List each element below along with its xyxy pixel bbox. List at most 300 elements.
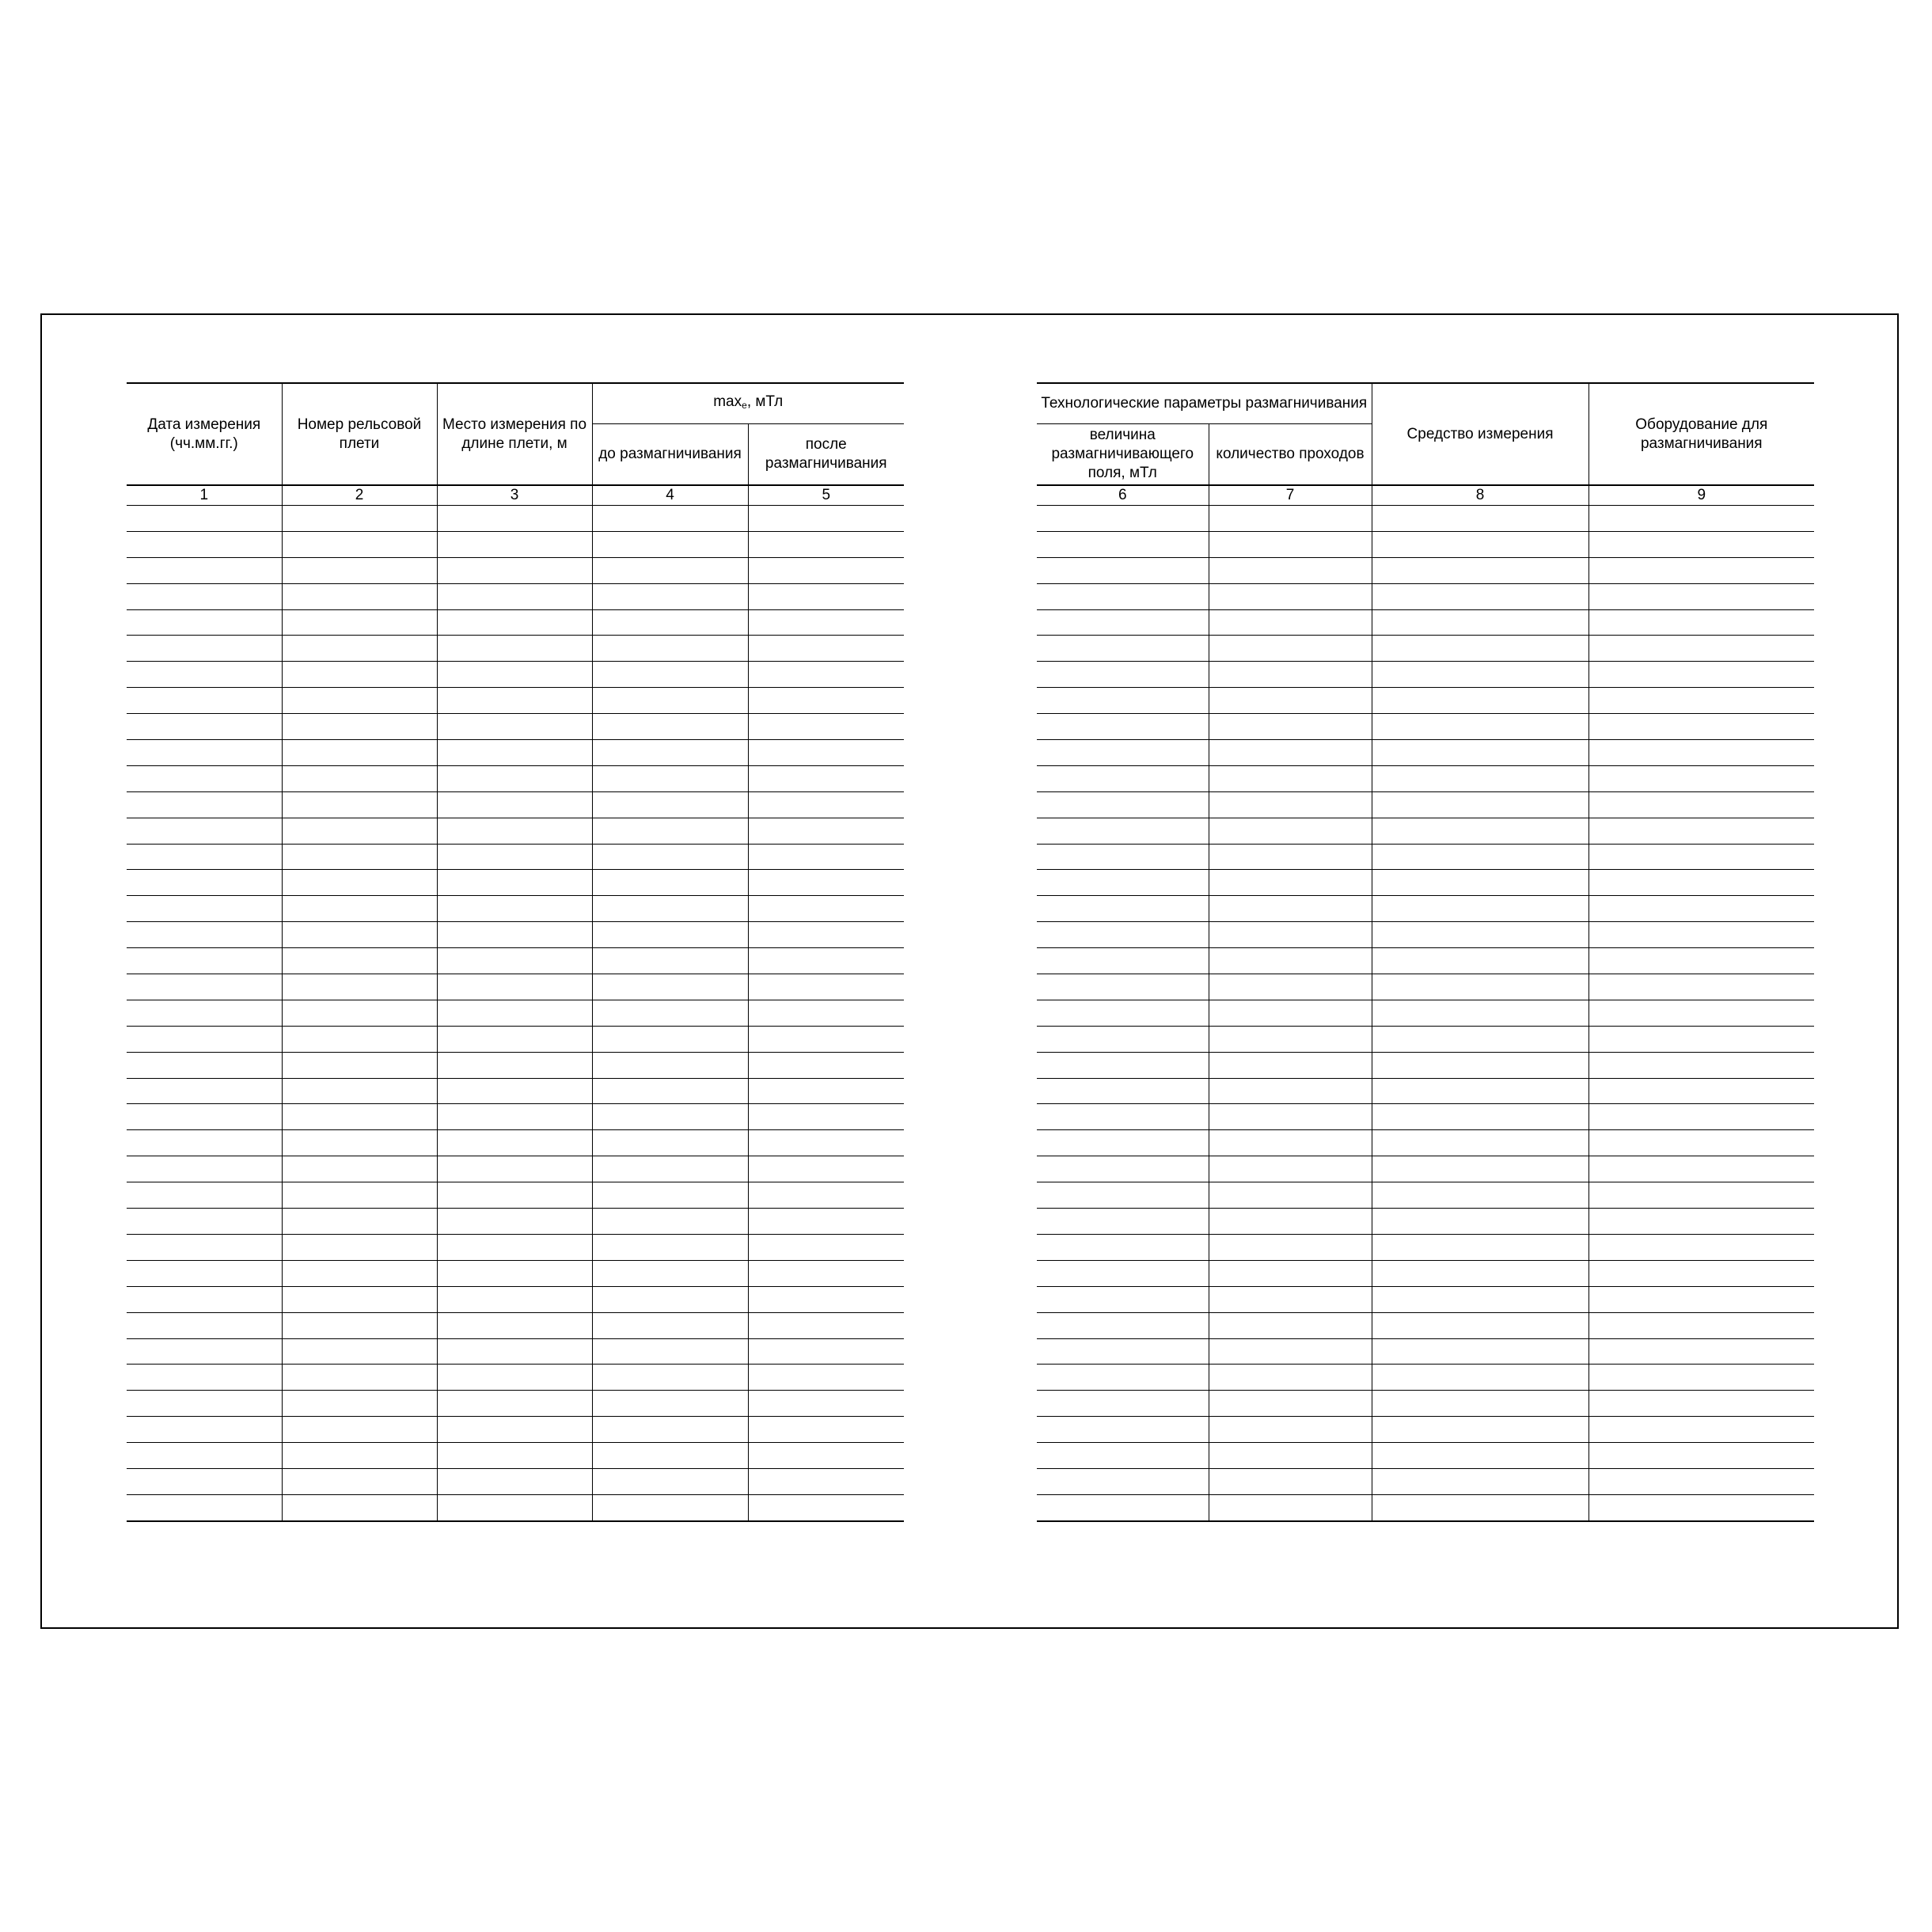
entry-cell[interactable] — [127, 506, 282, 532]
entry-cell[interactable] — [748, 714, 904, 740]
entry-cell[interactable] — [127, 974, 282, 1000]
entry-cell[interactable] — [1037, 818, 1209, 844]
entry-cell[interactable] — [1037, 583, 1209, 609]
entry-cell[interactable] — [1209, 1156, 1372, 1182]
entry-cell[interactable] — [1372, 1130, 1588, 1156]
entry-cell[interactable] — [748, 1417, 904, 1443]
entry-cell[interactable] — [1372, 844, 1588, 870]
entry-cell[interactable] — [437, 1078, 592, 1104]
entry-cell[interactable] — [1588, 765, 1814, 791]
entry-cell[interactable] — [748, 636, 904, 662]
entry-cell[interactable] — [592, 506, 748, 532]
entry-cell[interactable] — [1372, 1365, 1588, 1391]
entry-cell[interactable] — [127, 922, 282, 948]
entry-cell[interactable] — [1037, 1286, 1209, 1312]
entry-cell[interactable] — [437, 506, 592, 532]
entry-cell[interactable] — [1372, 791, 1588, 818]
entry-cell[interactable] — [1037, 1130, 1209, 1156]
entry-cell[interactable] — [1209, 896, 1372, 922]
entry-cell[interactable] — [592, 922, 748, 948]
entry-cell[interactable] — [1037, 1104, 1209, 1130]
entry-cell[interactable] — [127, 1052, 282, 1078]
entry-cell[interactable] — [1588, 1156, 1814, 1182]
entry-cell[interactable] — [282, 974, 437, 1000]
entry-cell[interactable] — [748, 1026, 904, 1052]
entry-cell[interactable] — [437, 583, 592, 609]
entry-cell[interactable] — [282, 1365, 437, 1391]
entry-cell[interactable] — [1588, 1026, 1814, 1052]
entry-cell[interactable] — [1372, 688, 1588, 714]
entry-cell[interactable] — [1588, 948, 1814, 974]
entry-cell[interactable] — [592, 1365, 748, 1391]
entry-cell[interactable] — [437, 1182, 592, 1209]
entry-cell[interactable] — [282, 1443, 437, 1469]
entry-cell[interactable] — [437, 1338, 592, 1365]
entry-cell[interactable] — [127, 740, 282, 766]
entry-cell[interactable] — [282, 1104, 437, 1130]
entry-cell[interactable] — [748, 1260, 904, 1286]
entry-cell[interactable] — [437, 1209, 592, 1235]
entry-cell[interactable] — [1588, 506, 1814, 532]
entry-cell[interactable] — [437, 1026, 592, 1052]
entry-cell[interactable] — [282, 922, 437, 948]
entry-cell[interactable] — [1372, 1260, 1588, 1286]
entry-cell[interactable] — [1037, 740, 1209, 766]
entry-cell[interactable] — [592, 1156, 748, 1182]
entry-cell[interactable] — [748, 1286, 904, 1312]
entry-cell[interactable] — [1209, 1182, 1372, 1209]
entry-cell[interactable] — [1372, 1000, 1588, 1026]
entry-cell[interactable] — [1372, 1494, 1588, 1520]
entry-cell[interactable] — [592, 1468, 748, 1494]
entry-cell[interactable] — [592, 662, 748, 688]
entry-cell[interactable] — [592, 688, 748, 714]
entry-cell[interactable] — [127, 662, 282, 688]
entry-cell[interactable] — [1037, 1000, 1209, 1026]
entry-cell[interactable] — [592, 531, 748, 557]
entry-cell[interactable] — [1588, 791, 1814, 818]
entry-cell[interactable] — [1588, 1468, 1814, 1494]
entry-cell[interactable] — [1209, 1234, 1372, 1260]
entry-cell[interactable] — [282, 1156, 437, 1182]
entry-cell[interactable] — [1209, 1365, 1372, 1391]
entry-cell[interactable] — [1037, 948, 1209, 974]
entry-cell[interactable] — [282, 791, 437, 818]
entry-cell[interactable] — [1588, 636, 1814, 662]
entry-cell[interactable] — [592, 1391, 748, 1417]
entry-cell[interactable] — [127, 1443, 282, 1469]
entry-cell[interactable] — [282, 688, 437, 714]
entry-cell[interactable] — [748, 1443, 904, 1469]
entry-cell[interactable] — [127, 1312, 282, 1338]
entry-cell[interactable] — [127, 870, 282, 896]
entry-cell[interactable] — [1588, 1078, 1814, 1104]
entry-cell[interactable] — [282, 896, 437, 922]
entry-cell[interactable] — [1209, 1260, 1372, 1286]
entry-cell[interactable] — [437, 1052, 592, 1078]
entry-cell[interactable] — [1209, 583, 1372, 609]
entry-cell[interactable] — [437, 740, 592, 766]
entry-cell[interactable] — [127, 1234, 282, 1260]
entry-cell[interactable] — [127, 1468, 282, 1494]
entry-cell[interactable] — [437, 1130, 592, 1156]
entry-cell[interactable] — [1588, 818, 1814, 844]
entry-cell[interactable] — [1037, 662, 1209, 688]
entry-cell[interactable] — [127, 948, 282, 974]
entry-cell[interactable] — [748, 765, 904, 791]
entry-cell[interactable] — [437, 557, 592, 583]
entry-cell[interactable] — [437, 714, 592, 740]
entry-cell[interactable] — [127, 636, 282, 662]
entry-cell[interactable] — [1588, 583, 1814, 609]
entry-cell[interactable] — [282, 1338, 437, 1365]
entry-cell[interactable] — [1372, 1417, 1588, 1443]
entry-cell[interactable] — [1588, 688, 1814, 714]
entry-cell[interactable] — [1037, 1494, 1209, 1520]
entry-cell[interactable] — [1372, 1052, 1588, 1078]
entry-cell[interactable] — [1037, 974, 1209, 1000]
entry-cell[interactable] — [748, 844, 904, 870]
entry-cell[interactable] — [1372, 896, 1588, 922]
entry-cell[interactable] — [1588, 1286, 1814, 1312]
entry-cell[interactable] — [748, 506, 904, 532]
entry-cell[interactable] — [127, 1000, 282, 1026]
entry-cell[interactable] — [1588, 1312, 1814, 1338]
entry-cell[interactable] — [437, 1234, 592, 1260]
entry-cell[interactable] — [1209, 1209, 1372, 1235]
entry-cell[interactable] — [437, 531, 592, 557]
entry-cell[interactable] — [1588, 1365, 1814, 1391]
entry-cell[interactable] — [437, 1443, 592, 1469]
entry-cell[interactable] — [282, 1000, 437, 1026]
entry-cell[interactable] — [1037, 1234, 1209, 1260]
entry-cell[interactable] — [1588, 1443, 1814, 1469]
entry-cell[interactable] — [1588, 870, 1814, 896]
entry-cell[interactable] — [127, 844, 282, 870]
entry-cell[interactable] — [437, 1494, 592, 1520]
entry-cell[interactable] — [592, 714, 748, 740]
entry-cell[interactable] — [127, 1391, 282, 1417]
entry-cell[interactable] — [1037, 714, 1209, 740]
entry-cell[interactable] — [437, 1365, 592, 1391]
entry-cell[interactable] — [1372, 974, 1588, 1000]
entry-cell[interactable] — [282, 609, 437, 636]
entry-cell[interactable] — [127, 609, 282, 636]
entry-cell[interactable] — [1372, 583, 1588, 609]
entry-cell[interactable] — [1588, 1391, 1814, 1417]
entry-cell[interactable] — [282, 1494, 437, 1520]
entry-cell[interactable] — [437, 1417, 592, 1443]
entry-cell[interactable] — [437, 688, 592, 714]
entry-cell[interactable] — [282, 714, 437, 740]
entry-cell[interactable] — [592, 1494, 748, 1520]
entry-cell[interactable] — [437, 870, 592, 896]
entry-cell[interactable] — [127, 1209, 282, 1235]
entry-cell[interactable] — [1037, 844, 1209, 870]
entry-cell[interactable] — [1209, 1312, 1372, 1338]
entry-cell[interactable] — [592, 1052, 748, 1078]
entry-cell[interactable] — [592, 1130, 748, 1156]
entry-cell[interactable] — [282, 1234, 437, 1260]
entry-cell[interactable] — [282, 1391, 437, 1417]
entry-cell[interactable] — [437, 948, 592, 974]
entry-cell[interactable] — [592, 1209, 748, 1235]
entry-cell[interactable] — [282, 1286, 437, 1312]
entry-cell[interactable] — [437, 1312, 592, 1338]
entry-cell[interactable] — [748, 609, 904, 636]
entry-cell[interactable] — [1588, 609, 1814, 636]
entry-cell[interactable] — [1209, 714, 1372, 740]
entry-cell[interactable] — [437, 765, 592, 791]
entry-cell[interactable] — [592, 1104, 748, 1130]
entry-cell[interactable] — [437, 636, 592, 662]
entry-cell[interactable] — [592, 1234, 748, 1260]
entry-cell[interactable] — [1588, 1130, 1814, 1156]
entry-cell[interactable] — [437, 844, 592, 870]
entry-cell[interactable] — [1588, 1234, 1814, 1260]
entry-cell[interactable] — [282, 1417, 437, 1443]
entry-cell[interactable] — [1588, 531, 1814, 557]
entry-cell[interactable] — [1209, 1286, 1372, 1312]
entry-cell[interactable] — [592, 557, 748, 583]
entry-cell[interactable] — [748, 557, 904, 583]
entry-cell[interactable] — [1372, 765, 1588, 791]
entry-cell[interactable] — [1037, 1312, 1209, 1338]
entry-cell[interactable] — [282, 1209, 437, 1235]
entry-cell[interactable] — [1037, 531, 1209, 557]
entry-cell[interactable] — [1372, 609, 1588, 636]
entry-cell[interactable] — [127, 1104, 282, 1130]
entry-cell[interactable] — [748, 1000, 904, 1026]
entry-cell[interactable] — [1372, 1026, 1588, 1052]
entry-cell[interactable] — [1209, 740, 1372, 766]
entry-cell[interactable] — [1209, 609, 1372, 636]
entry-cell[interactable] — [748, 896, 904, 922]
entry-cell[interactable] — [1588, 662, 1814, 688]
entry-cell[interactable] — [437, 662, 592, 688]
entry-cell[interactable] — [282, 818, 437, 844]
entry-cell[interactable] — [748, 662, 904, 688]
entry-cell[interactable] — [1372, 1209, 1588, 1235]
entry-cell[interactable] — [1037, 1443, 1209, 1469]
entry-cell[interactable] — [748, 1468, 904, 1494]
entry-cell[interactable] — [1372, 714, 1588, 740]
entry-cell[interactable] — [437, 1156, 592, 1182]
entry-cell[interactable] — [1372, 740, 1588, 766]
entry-cell[interactable] — [592, 896, 748, 922]
entry-cell[interactable] — [282, 1312, 437, 1338]
entry-cell[interactable] — [1372, 1338, 1588, 1365]
entry-cell[interactable] — [1037, 1468, 1209, 1494]
entry-cell[interactable] — [437, 1468, 592, 1494]
entry-cell[interactable] — [1588, 922, 1814, 948]
entry-cell[interactable] — [592, 948, 748, 974]
entry-cell[interactable] — [748, 688, 904, 714]
entry-cell[interactable] — [1372, 636, 1588, 662]
entry-cell[interactable] — [1588, 896, 1814, 922]
entry-cell[interactable] — [437, 818, 592, 844]
entry-cell[interactable] — [127, 714, 282, 740]
entry-cell[interactable] — [748, 1312, 904, 1338]
entry-cell[interactable] — [748, 583, 904, 609]
entry-cell[interactable] — [748, 1104, 904, 1130]
entry-cell[interactable] — [1037, 1365, 1209, 1391]
entry-cell[interactable] — [748, 1391, 904, 1417]
entry-cell[interactable] — [437, 1000, 592, 1026]
entry-cell[interactable] — [1037, 1026, 1209, 1052]
entry-cell[interactable] — [127, 1182, 282, 1209]
entry-cell[interactable] — [282, 844, 437, 870]
entry-cell[interactable] — [437, 1391, 592, 1417]
entry-cell[interactable] — [1372, 1234, 1588, 1260]
entry-cell[interactable] — [1209, 974, 1372, 1000]
entry-cell[interactable] — [592, 636, 748, 662]
entry-cell[interactable] — [1209, 1494, 1372, 1520]
entry-cell[interactable] — [592, 1417, 748, 1443]
entry-cell[interactable] — [1037, 1156, 1209, 1182]
entry-cell[interactable] — [1037, 791, 1209, 818]
entry-cell[interactable] — [1209, 636, 1372, 662]
entry-cell[interactable] — [1037, 557, 1209, 583]
entry-cell[interactable] — [1209, 948, 1372, 974]
entry-cell[interactable] — [592, 1443, 748, 1469]
entry-cell[interactable] — [437, 896, 592, 922]
entry-cell[interactable] — [1372, 1443, 1588, 1469]
entry-cell[interactable] — [1209, 1468, 1372, 1494]
entry-cell[interactable] — [592, 1026, 748, 1052]
entry-cell[interactable] — [748, 1234, 904, 1260]
entry-cell[interactable] — [592, 974, 748, 1000]
entry-cell[interactable] — [592, 765, 748, 791]
entry-cell[interactable] — [127, 1286, 282, 1312]
entry-cell[interactable] — [748, 948, 904, 974]
entry-cell[interactable] — [592, 609, 748, 636]
entry-cell[interactable] — [1037, 1260, 1209, 1286]
entry-cell[interactable] — [1209, 1078, 1372, 1104]
entry-cell[interactable] — [1037, 896, 1209, 922]
entry-cell[interactable] — [1037, 870, 1209, 896]
entry-cell[interactable] — [1209, 1026, 1372, 1052]
entry-cell[interactable] — [437, 974, 592, 1000]
entry-cell[interactable] — [1037, 636, 1209, 662]
entry-cell[interactable] — [1372, 948, 1588, 974]
entry-cell[interactable] — [282, 1052, 437, 1078]
entry-cell[interactable] — [1372, 1156, 1588, 1182]
entry-cell[interactable] — [592, 1286, 748, 1312]
entry-cell[interactable] — [1037, 1209, 1209, 1235]
entry-cell[interactable] — [748, 1338, 904, 1365]
entry-cell[interactable] — [127, 688, 282, 714]
entry-cell[interactable] — [1209, 818, 1372, 844]
entry-cell[interactable] — [748, 1494, 904, 1520]
entry-cell[interactable] — [1209, 1104, 1372, 1130]
entry-cell[interactable] — [1372, 506, 1588, 532]
entry-cell[interactable] — [437, 1104, 592, 1130]
entry-cell[interactable] — [1588, 974, 1814, 1000]
entry-cell[interactable] — [592, 1000, 748, 1026]
entry-cell[interactable] — [748, 531, 904, 557]
entry-cell[interactable] — [592, 791, 748, 818]
entry-cell[interactable] — [748, 870, 904, 896]
entry-cell[interactable] — [437, 609, 592, 636]
entry-cell[interactable] — [437, 791, 592, 818]
entry-cell[interactable] — [127, 583, 282, 609]
entry-cell[interactable] — [592, 583, 748, 609]
entry-cell[interactable] — [1209, 688, 1372, 714]
entry-cell[interactable] — [748, 818, 904, 844]
entry-cell[interactable] — [1588, 740, 1814, 766]
entry-cell[interactable] — [282, 557, 437, 583]
entry-cell[interactable] — [282, 583, 437, 609]
entry-cell[interactable] — [282, 531, 437, 557]
entry-cell[interactable] — [282, 948, 437, 974]
entry-cell[interactable] — [127, 896, 282, 922]
entry-cell[interactable] — [127, 1338, 282, 1365]
entry-cell[interactable] — [748, 1365, 904, 1391]
entry-cell[interactable] — [127, 1260, 282, 1286]
entry-cell[interactable] — [592, 1182, 748, 1209]
entry-cell[interactable] — [592, 1078, 748, 1104]
entry-cell[interactable] — [1209, 1338, 1372, 1365]
entry-cell[interactable] — [592, 1338, 748, 1365]
entry-cell[interactable] — [748, 1078, 904, 1104]
entry-cell[interactable] — [1209, 1417, 1372, 1443]
entry-cell[interactable] — [127, 1026, 282, 1052]
entry-cell[interactable] — [1209, 1130, 1372, 1156]
entry-cell[interactable] — [282, 506, 437, 532]
entry-cell[interactable] — [1037, 922, 1209, 948]
entry-cell[interactable] — [1372, 922, 1588, 948]
entry-cell[interactable] — [437, 1286, 592, 1312]
entry-cell[interactable] — [1588, 1260, 1814, 1286]
entry-cell[interactable] — [282, 1260, 437, 1286]
entry-cell[interactable] — [1588, 844, 1814, 870]
entry-cell[interactable] — [282, 1078, 437, 1104]
entry-cell[interactable] — [592, 1312, 748, 1338]
entry-cell[interactable] — [1372, 662, 1588, 688]
entry-cell[interactable] — [282, 740, 437, 766]
entry-cell[interactable] — [592, 870, 748, 896]
entry-cell[interactable] — [1209, 791, 1372, 818]
entry-cell[interactable] — [282, 662, 437, 688]
entry-cell[interactable] — [1209, 662, 1372, 688]
entry-cell[interactable] — [1037, 1391, 1209, 1417]
entry-cell[interactable] — [1037, 506, 1209, 532]
entry-cell[interactable] — [748, 1052, 904, 1078]
entry-cell[interactable] — [282, 870, 437, 896]
entry-cell[interactable] — [1588, 557, 1814, 583]
entry-cell[interactable] — [1372, 557, 1588, 583]
entry-cell[interactable] — [1372, 1182, 1588, 1209]
entry-cell[interactable] — [748, 1156, 904, 1182]
entry-cell[interactable] — [437, 922, 592, 948]
entry-cell[interactable] — [1372, 1312, 1588, 1338]
entry-cell[interactable] — [1209, 844, 1372, 870]
entry-cell[interactable] — [748, 740, 904, 766]
entry-cell[interactable] — [127, 1156, 282, 1182]
entry-cell[interactable] — [1037, 1338, 1209, 1365]
entry-cell[interactable] — [1588, 1494, 1814, 1520]
entry-cell[interactable] — [1209, 870, 1372, 896]
entry-cell[interactable] — [1209, 1052, 1372, 1078]
entry-cell[interactable] — [282, 1130, 437, 1156]
entry-cell[interactable] — [1372, 870, 1588, 896]
entry-cell[interactable] — [282, 1182, 437, 1209]
entry-cell[interactable] — [1037, 765, 1209, 791]
entry-cell[interactable] — [1037, 1078, 1209, 1104]
entry-cell[interactable] — [127, 1365, 282, 1391]
entry-cell[interactable] — [1588, 1052, 1814, 1078]
